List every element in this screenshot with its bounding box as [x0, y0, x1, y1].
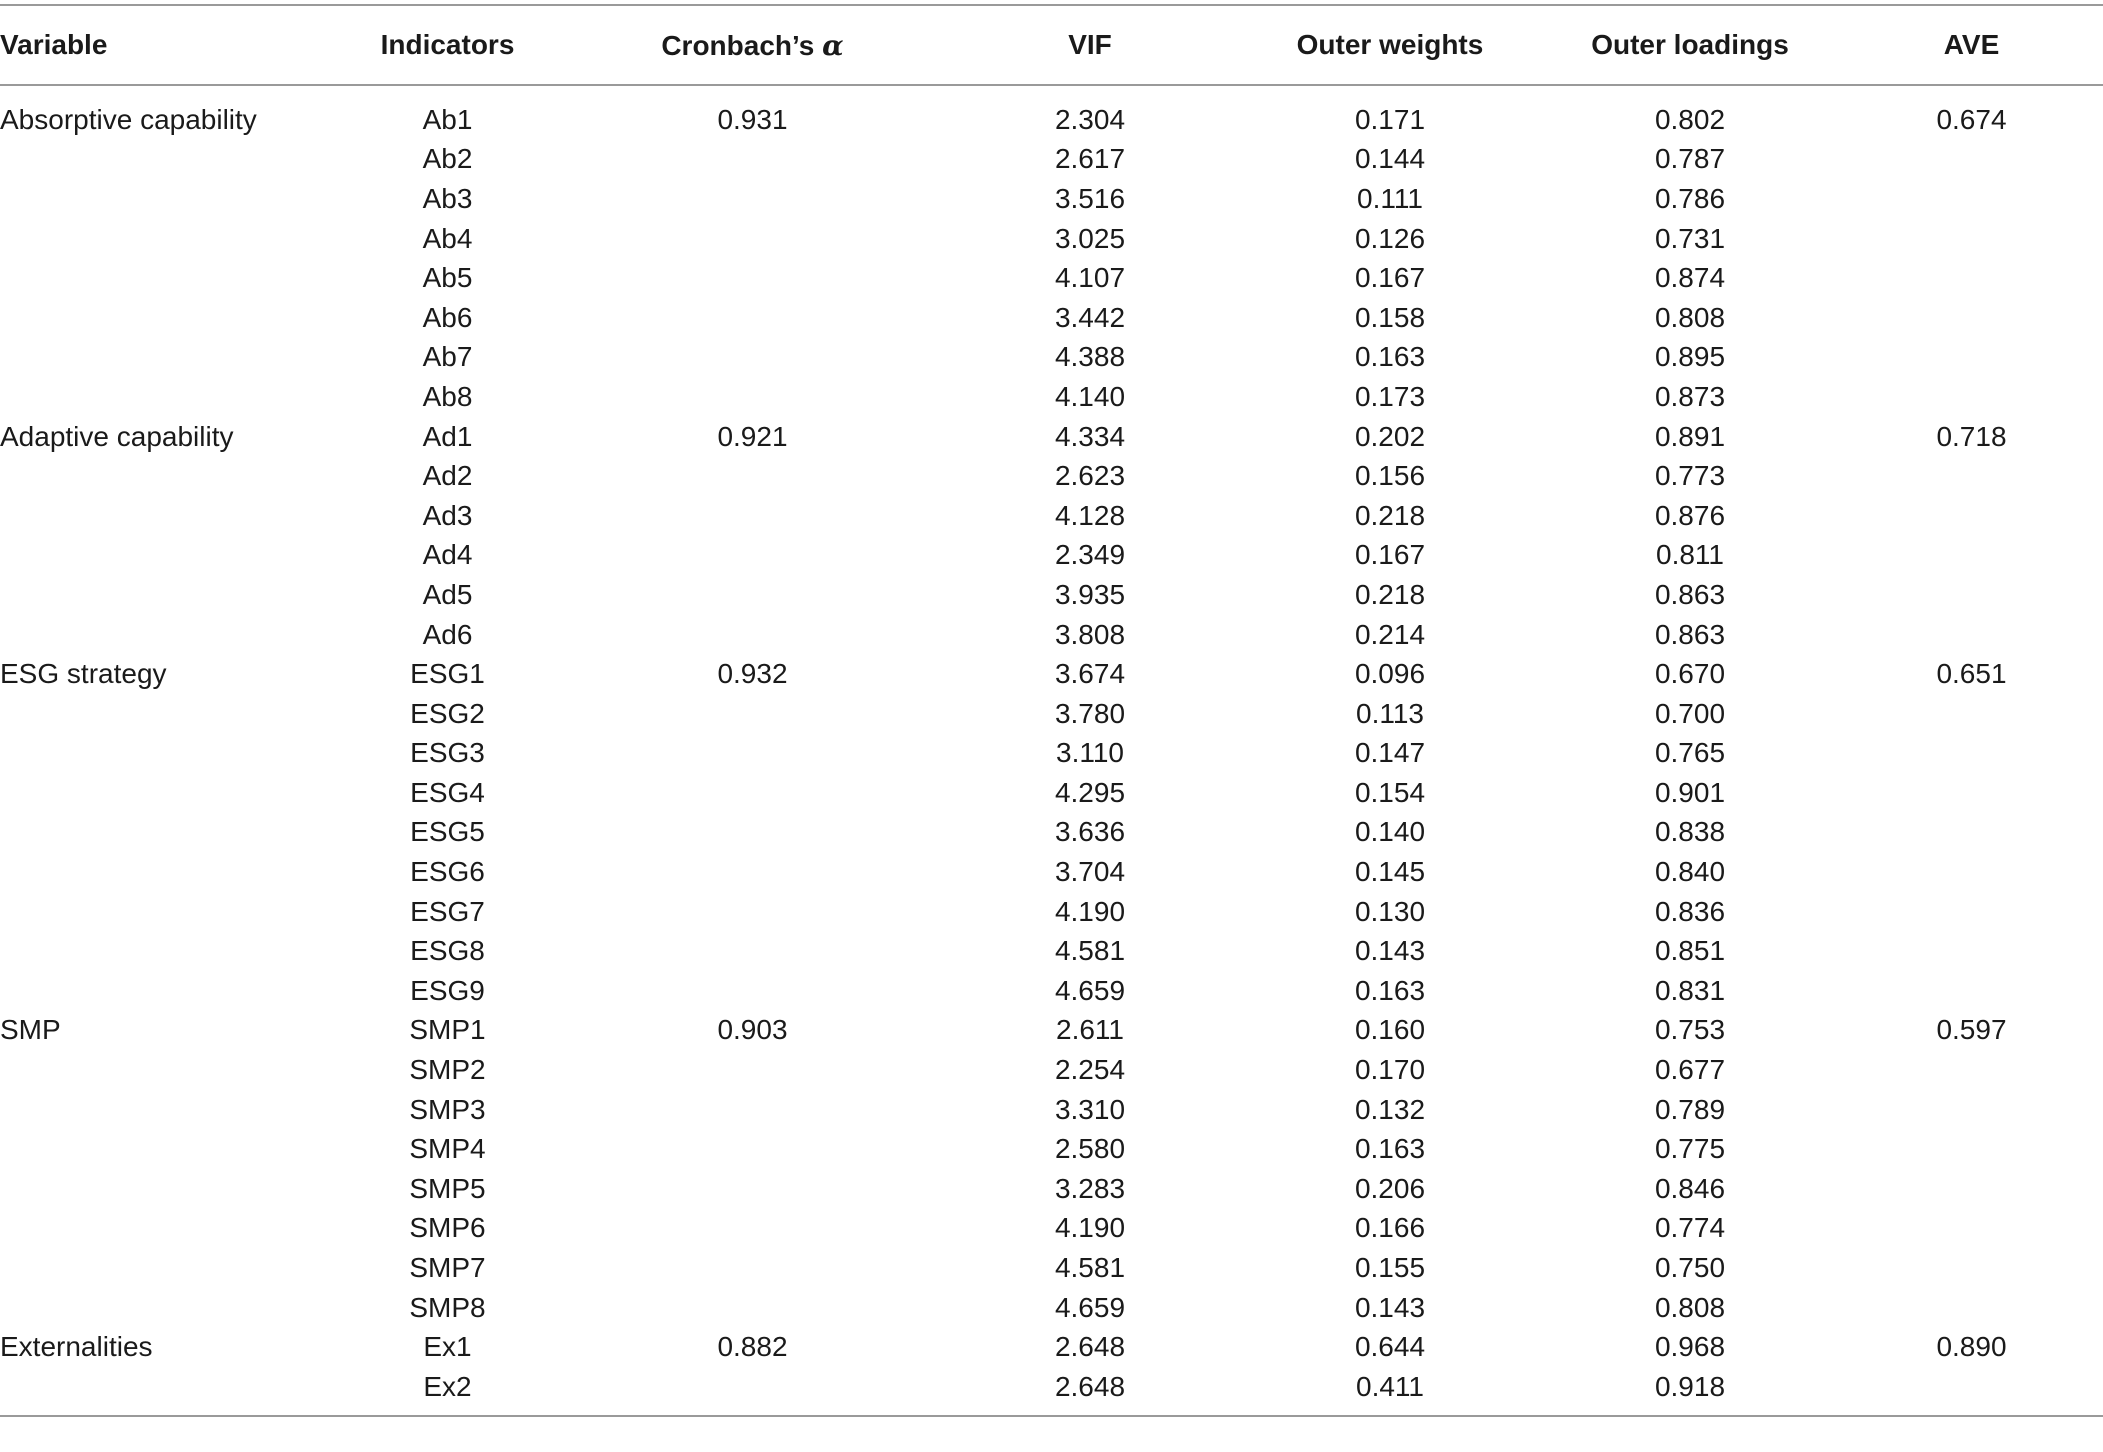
table-row [0, 852, 2103, 892]
cell-outer-weight: 0.167 [1354, 262, 1426, 294]
cell-cronbach-alpha [565, 338, 940, 378]
cell-ave [1840, 931, 2103, 971]
cell-vif: 2.304 [1054, 103, 1126, 135]
cell-variable [0, 734, 330, 774]
cell-outer-weight: 0.163 [1354, 1133, 1426, 1165]
cell-vif: 4.140 [1054, 380, 1126, 412]
cell-cronbach-alpha [565, 971, 940, 1011]
cell-cronbach-alpha [565, 694, 940, 734]
cell-vif: 2.623 [1054, 460, 1126, 492]
cell-cronbach-alpha [565, 1129, 940, 1169]
cell-vif: 4.295 [1054, 776, 1126, 808]
cell-indicator: ESG9 [410, 974, 485, 1006]
cell-variable [0, 456, 330, 496]
cell-ave: 0.651 [1936, 658, 2007, 690]
table-row [0, 1248, 2103, 1288]
cell-vif: 3.636 [1054, 816, 1126, 848]
cell-vif: 4.334 [1054, 420, 1126, 452]
cell-cronbach-alpha [565, 813, 940, 853]
cell-variable [0, 219, 330, 259]
cell-outer-weight: 0.140 [1354, 816, 1426, 848]
cell-outer-weight: 0.113 [1356, 697, 1424, 729]
cell-indicator: ESG7 [410, 895, 485, 927]
cell-variable [0, 1050, 330, 1090]
cell-ave [1840, 179, 2103, 219]
cell-ave [1840, 338, 2103, 378]
cell-indicator: Ab3 [422, 182, 473, 214]
cell-outer-loading: 0.787 [1654, 143, 1726, 175]
cell-outer-loading: 0.765 [1654, 737, 1726, 769]
cell-outer-loading: 0.863 [1654, 618, 1726, 650]
cell-cronbach-alpha [565, 1090, 940, 1130]
cell-outer-loading: 0.846 [1654, 1172, 1726, 1204]
header-ave: AVE [1840, 5, 2103, 85]
cell-vif: 4.659 [1054, 974, 1126, 1006]
cell-outer-loading: 0.773 [1654, 460, 1726, 492]
cell-cronbach-alpha [565, 773, 940, 813]
cell-cronbach-alpha [565, 496, 940, 536]
header-variable: Variable [0, 5, 330, 85]
cell-cronbach-alpha [565, 1169, 940, 1209]
cell-outer-loading: 0.840 [1654, 856, 1726, 888]
table-row [0, 1050, 2103, 1090]
cell-outer-weight: 0.156 [1354, 460, 1426, 492]
cell-outer-weight: 0.130 [1354, 895, 1426, 927]
measurement-model-table [0, 4, 2103, 1417]
cell-variable [0, 773, 330, 813]
cell-indicator: ESG2 [410, 697, 485, 729]
cell-cronbach-alpha [565, 615, 940, 655]
cell-vif: 3.935 [1054, 578, 1126, 610]
cell-vif: 4.581 [1054, 1252, 1126, 1284]
cell-outer-loading: 0.731 [1654, 222, 1726, 254]
cell-outer-loading: 0.808 [1654, 1291, 1726, 1323]
cell-ave: 0.718 [1936, 420, 2007, 452]
table-row [0, 1288, 2103, 1328]
cell-vif: 3.808 [1054, 618, 1126, 650]
cell-outer-loading: 0.836 [1654, 895, 1726, 927]
cell-cronbach-alpha: 0.931 [717, 103, 788, 135]
cell-cronbach-alpha [565, 1248, 940, 1288]
cell-cronbach-alpha [565, 734, 940, 774]
cell-outer-weight: 0.202 [1354, 420, 1426, 452]
cell-ave [1840, 298, 2103, 338]
cell-cronbach-alpha: 0.932 [717, 658, 788, 690]
cell-vif: 3.704 [1054, 856, 1126, 888]
cell-outer-weight: 0.144 [1354, 143, 1426, 175]
cell-indicator: SMP6 [409, 1212, 486, 1244]
cell-outer-weight: 0.155 [1354, 1252, 1426, 1284]
cell-outer-loading: 0.750 [1654, 1252, 1726, 1284]
cell-vif: 2.648 [940, 1367, 1240, 1416]
cell-outer-loading: 0.831 [1654, 974, 1726, 1006]
cell-indicator: Ex1 [423, 1331, 472, 1363]
cell-variable [0, 496, 330, 536]
cell-variable [0, 852, 330, 892]
cell-variable [0, 1129, 330, 1169]
cell-cronbach-alpha [565, 258, 940, 298]
cell-ave [1840, 1050, 2103, 1090]
cell-variable [0, 1367, 330, 1416]
cell-indicator: Ab6 [422, 301, 473, 333]
cell-ave [1840, 1169, 2103, 1209]
table-row [0, 1129, 2103, 1169]
cell-vif: 3.780 [1054, 697, 1126, 729]
cell-outer-loading: 0.876 [1654, 499, 1726, 531]
cell-outer-loading: 0.895 [1654, 341, 1726, 373]
cell-outer-weight: 0.206 [1354, 1172, 1426, 1204]
cell-vif: 2.580 [1054, 1133, 1126, 1165]
cell-cronbach-alpha [565, 179, 940, 219]
cell-variable [0, 1209, 330, 1249]
cell-variable [0, 536, 330, 576]
cell-vif: 4.581 [1054, 935, 1126, 967]
cell-variable: SMP [0, 1014, 61, 1046]
cell-outer-weight: 0.214 [1354, 618, 1426, 650]
table-row [0, 1090, 2103, 1130]
cell-cronbach-alpha: 0.921 [717, 420, 788, 452]
cell-cronbach-alpha [565, 140, 940, 180]
cell-vif: 4.128 [1054, 499, 1126, 531]
cell-outer-weight: 0.163 [1354, 974, 1426, 1006]
cell-outer-weight: 0.644 [1354, 1331, 1426, 1363]
cell-variable [0, 1288, 330, 1328]
cell-outer-weight: 0.132 [1354, 1093, 1426, 1125]
cell-vif: 2.611 [1056, 1014, 1124, 1046]
cell-vif: 3.674 [1054, 658, 1126, 690]
cell-variable: Adaptive capability [0, 420, 234, 452]
cell-indicator: SMP5 [409, 1172, 486, 1204]
cell-variable [0, 338, 330, 378]
table-row [0, 813, 2103, 853]
cell-outer-weight: 0.160 [1354, 1014, 1426, 1046]
cell-cronbach-alpha [565, 219, 940, 259]
cell-variable [0, 179, 330, 219]
cell-indicator: ESG6 [410, 856, 485, 888]
alpha-symbol: α [822, 28, 844, 62]
cell-outer-loading: 0.789 [1654, 1093, 1726, 1125]
cell-indicator: Ab8 [422, 380, 473, 412]
cell-ave [1840, 892, 2103, 932]
cell-indicator: Ab5 [422, 262, 473, 294]
cell-outer-loading: 0.891 [1654, 420, 1726, 452]
cell-outer-loading: 0.670 [1654, 658, 1726, 690]
cell-outer-loading: 0.851 [1654, 935, 1726, 967]
cell-ave [1840, 140, 2103, 180]
cell-ave [1840, 1367, 2103, 1416]
table-row [0, 892, 2103, 932]
table-row [0, 773, 2103, 813]
cell-indicator: Ad3 [422, 499, 473, 531]
cell-indicator: SMP8 [409, 1291, 486, 1323]
table-row [0, 1209, 2103, 1249]
cell-vif: 3.025 [1054, 222, 1126, 254]
table-row [0, 85, 2103, 140]
cell-outer-loading: 0.808 [1654, 301, 1726, 333]
table-row [0, 694, 2103, 734]
header-outer-loadings: Outer loadings [1540, 5, 1840, 85]
cell-outer-weight: 0.166 [1354, 1212, 1426, 1244]
cell-indicator: Ad2 [422, 460, 473, 492]
cell-cronbach-alpha [565, 1288, 940, 1328]
cell-ave [1840, 694, 2103, 734]
table-body [0, 85, 2103, 1416]
cell-outer-weight: 0.147 [1354, 737, 1426, 769]
cell-outer-weight: 0.126 [1354, 222, 1426, 254]
table-row [0, 298, 2103, 338]
cell-ave [1840, 1288, 2103, 1328]
cell-ave [1840, 496, 2103, 536]
cell-variable [0, 892, 330, 932]
cell-ave [1840, 536, 2103, 576]
cell-vif: 2.254 [1054, 1054, 1126, 1086]
cell-indicator: Ad1 [422, 420, 473, 452]
table-row [0, 654, 2103, 694]
cell-outer-loading: 0.838 [1654, 816, 1726, 848]
cell-outer-loading: 0.753 [1654, 1014, 1726, 1046]
cell-outer-loading: 0.774 [1654, 1212, 1726, 1244]
cell-ave [1840, 377, 2103, 417]
table-row [0, 377, 2103, 417]
cell-outer-loading: 0.677 [1654, 1054, 1726, 1086]
cell-variable [0, 694, 330, 734]
cell-cronbach-alpha: 0.882 [717, 1331, 788, 1363]
header-cronbach-label: Cronbach’s [661, 29, 815, 61]
table-row [0, 456, 2103, 496]
cell-indicator: Ab1 [422, 103, 473, 135]
cell-outer-loading: 0.802 [1654, 103, 1726, 135]
cell-cronbach-alpha [565, 298, 940, 338]
table-row [0, 1011, 2103, 1051]
cell-cronbach-alpha [565, 377, 940, 417]
cell-ave [1840, 1248, 2103, 1288]
cell-variable [0, 1090, 330, 1130]
cell-variable [0, 377, 330, 417]
cell-indicator: ESG3 [410, 737, 485, 769]
cell-cronbach-alpha [565, 456, 940, 496]
cell-ave [1840, 1209, 2103, 1249]
table-row [0, 971, 2103, 1011]
cell-outer-loading: 0.786 [1654, 182, 1726, 214]
cell-outer-loading: 0.775 [1654, 1133, 1726, 1165]
cell-vif: 3.110 [1056, 737, 1124, 769]
table-row [0, 575, 2103, 615]
cell-variable [0, 298, 330, 338]
cell-vif: 2.648 [1054, 1331, 1126, 1363]
table-row [0, 417, 2103, 457]
cell-outer-loading: 0.863 [1654, 578, 1726, 610]
cell-outer-loading: 0.918 [1540, 1367, 1840, 1416]
table-row [0, 615, 2103, 655]
cell-indicator: ESG4 [410, 776, 485, 808]
cell-indicator: Ad5 [422, 578, 473, 610]
cell-indicator: ESG5 [410, 816, 485, 848]
cell-vif: 4.190 [1054, 1212, 1126, 1244]
cell-ave [1840, 456, 2103, 496]
cell-vif: 3.516 [1054, 182, 1126, 214]
cell-outer-weight: 0.145 [1354, 856, 1426, 888]
header-outer-weights: Outer weights [1240, 5, 1540, 85]
cell-outer-weight: 0.154 [1354, 776, 1426, 808]
cell-ave [1840, 258, 2103, 298]
cell-indicator: ESG8 [410, 935, 485, 967]
cell-outer-weight: 0.170 [1354, 1054, 1426, 1086]
cell-variable [0, 1169, 330, 1209]
table-row [0, 1169, 2103, 1209]
table-row [0, 536, 2103, 576]
cell-variable: Absorptive capability [0, 103, 257, 135]
cell-indicator: SMP4 [409, 1133, 486, 1165]
cell-vif: 2.617 [1054, 143, 1126, 175]
cell-ave [1840, 219, 2103, 259]
cell-variable [0, 1248, 330, 1288]
cell-variable [0, 931, 330, 971]
cell-indicator: Ab4 [422, 222, 473, 254]
cell-ave [1840, 971, 2103, 1011]
table-header [0, 5, 2103, 85]
cell-indicator: Ab7 [422, 341, 473, 373]
cell-variable [0, 615, 330, 655]
cell-outer-weight: 0.411 [1240, 1367, 1540, 1416]
cell-ave [1840, 852, 2103, 892]
cell-cronbach-alpha [565, 892, 940, 932]
cell-indicator: SMP1 [409, 1014, 486, 1046]
cell-outer-loading: 0.901 [1654, 776, 1726, 808]
cell-cronbach-alpha [565, 931, 940, 971]
cell-indicator: SMP7 [409, 1252, 486, 1284]
cell-indicator: ESG1 [410, 658, 485, 690]
cell-variable [0, 971, 330, 1011]
cell-variable: ESG strategy [0, 658, 167, 690]
cell-indicator: SMP2 [409, 1054, 486, 1086]
table-row [0, 338, 2103, 378]
cell-variable: Externalities [0, 1331, 153, 1363]
table-row [0, 219, 2103, 259]
cell-outer-weight: 0.158 [1354, 301, 1426, 333]
cell-vif: 2.349 [1054, 539, 1126, 571]
cell-variable [0, 140, 330, 180]
cell-outer-loading: 0.811 [1656, 539, 1724, 571]
cell-vif: 4.190 [1054, 895, 1126, 927]
cell-cronbach-alpha: 0.903 [717, 1014, 788, 1046]
cell-outer-loading: 0.874 [1654, 262, 1726, 294]
cell-vif: 4.388 [1054, 341, 1126, 373]
cell-outer-weight: 0.173 [1354, 380, 1426, 412]
table-row [0, 140, 2103, 180]
table-row [0, 179, 2103, 219]
table-row [0, 496, 2103, 536]
header-vif: VIF [940, 5, 1240, 85]
cell-outer-loading: 0.968 [1654, 1331, 1726, 1363]
cell-vif: 3.442 [1054, 301, 1126, 333]
cell-ave [1840, 575, 2103, 615]
cell-cronbach-alpha [565, 1209, 940, 1249]
table-row [0, 258, 2103, 298]
cell-cronbach-alpha [565, 1050, 940, 1090]
cell-vif: 3.310 [1054, 1093, 1126, 1125]
cell-outer-weight: 0.163 [1354, 341, 1426, 373]
cell-outer-loading: 0.873 [1654, 380, 1726, 412]
cell-vif: 4.107 [1054, 262, 1126, 294]
cell-variable [0, 575, 330, 615]
cell-cronbach-alpha [565, 575, 940, 615]
cell-ave [1840, 615, 2103, 655]
cell-vif: 3.283 [1054, 1172, 1126, 1204]
cell-outer-weight: 0.143 [1354, 1291, 1426, 1323]
cell-outer-weight: 0.218 [1354, 578, 1426, 610]
cell-outer-weight: 0.096 [1354, 658, 1426, 690]
table-row [0, 1327, 2103, 1367]
cell-ave: 0.674 [1936, 103, 2007, 135]
cell-outer-weight: 0.218 [1354, 499, 1426, 531]
cell-cronbach-alpha [565, 852, 940, 892]
cell-outer-weight: 0.111 [1357, 182, 1423, 214]
cell-indicator: Ad4 [422, 539, 473, 571]
cell-outer-weight: 0.167 [1354, 539, 1426, 571]
table-row [0, 1367, 2103, 1416]
cell-indicator: Ad6 [422, 618, 473, 650]
cell-outer-weight: 0.171 [1354, 103, 1426, 135]
cell-outer-loading: 0.700 [1654, 697, 1726, 729]
cell-indicator: Ex2 [330, 1367, 565, 1416]
cell-ave [1840, 734, 2103, 774]
header-indicators: Indicators [330, 5, 565, 85]
header-cronbach-alpha [565, 5, 940, 85]
table-row [0, 931, 2103, 971]
measurement-table-container [0, 4, 2103, 1417]
cell-ave [1840, 1129, 2103, 1169]
cell-indicator: Ab2 [422, 143, 473, 175]
table-row [0, 734, 2103, 774]
cell-vif: 4.659 [1054, 1291, 1126, 1323]
cell-cronbach-alpha [565, 1367, 940, 1416]
cell-ave [1840, 1090, 2103, 1130]
cell-variable [0, 813, 330, 853]
cell-outer-weight: 0.143 [1354, 935, 1426, 967]
cell-indicator: SMP3 [409, 1093, 486, 1125]
cell-ave [1840, 773, 2103, 813]
cell-ave [1840, 813, 2103, 853]
header-row [0, 5, 2103, 85]
cell-ave: 0.597 [1936, 1014, 2007, 1046]
cell-ave: 0.890 [1936, 1331, 2007, 1363]
cell-variable [0, 258, 330, 298]
cell-cronbach-alpha [565, 536, 940, 576]
